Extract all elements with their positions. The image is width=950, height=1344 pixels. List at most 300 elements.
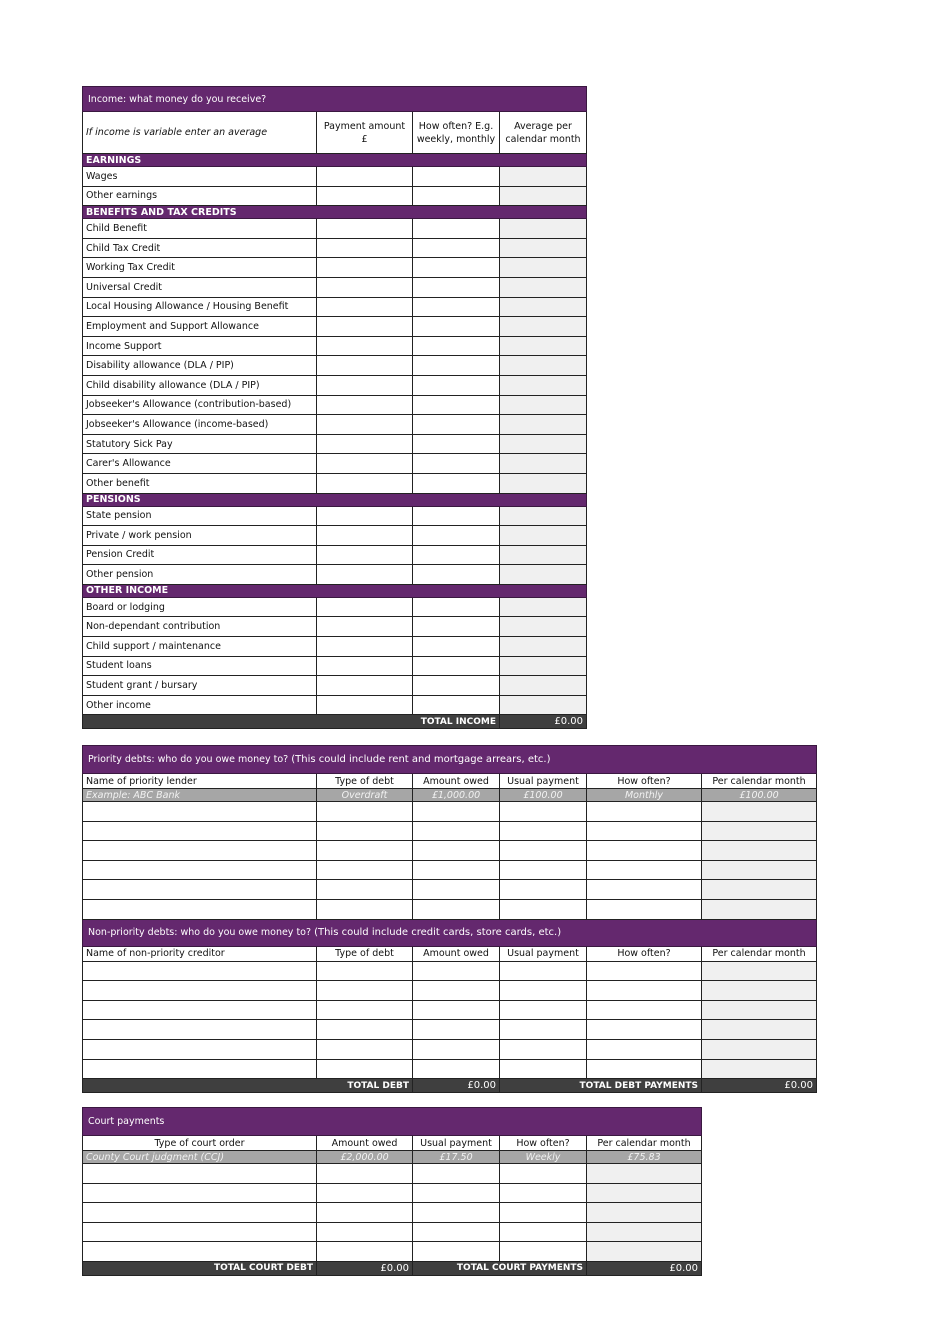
entry-cell[interactable] (500, 860, 587, 880)
entry-cell[interactable] (83, 1020, 317, 1040)
entry-cell[interactable] (587, 880, 702, 900)
average-month-cell (500, 695, 587, 715)
entry-cell[interactable] (500, 1183, 587, 1203)
entry-cell[interactable] (83, 821, 317, 841)
payment-amount-cell[interactable] (317, 506, 413, 526)
nonpriority-debt-row (83, 981, 817, 1001)
income-title: Income: what money do you receive? (83, 87, 587, 112)
income-row (83, 676, 587, 696)
payment-amount-cell[interactable] (317, 167, 413, 187)
entry-cell[interactable] (587, 899, 702, 919)
example-cell: Weekly (500, 1151, 587, 1164)
payment-amount-cell[interactable] (317, 454, 413, 474)
entry-cell[interactable] (83, 1000, 317, 1020)
payment-amount-cell[interactable] (317, 277, 413, 297)
income-row-label: Board or lodging (83, 597, 317, 617)
average-month-cell (500, 375, 587, 395)
average-month-cell (500, 565, 587, 585)
entry-cell[interactable] (413, 860, 500, 880)
column-header: Usual payment (500, 774, 587, 789)
priority-example-row (83, 789, 817, 802)
income-row-label: Jobseeker's Allowance (contribution-based) (83, 395, 317, 415)
payment-amount-cell[interactable] (317, 473, 413, 493)
income-section-header: OTHER INCOME (83, 584, 587, 597)
income-row (83, 415, 587, 435)
entry-cell[interactable] (317, 880, 413, 900)
nonpriority-debt-row (83, 1000, 817, 1020)
entry-cell[interactable] (413, 1020, 500, 1040)
total-court-debt-label: TOTAL COURT DEBT (83, 1261, 317, 1275)
income-row (83, 597, 587, 617)
per-month-cell (702, 1039, 817, 1059)
entry-cell[interactable] (317, 1242, 413, 1262)
payment-amount-cell[interactable] (317, 656, 413, 676)
payment-amount-cell[interactable] (317, 637, 413, 657)
income-row-label: Statutory Sick Pay (83, 434, 317, 454)
entry-cell[interactable] (317, 1203, 413, 1223)
entry-cell[interactable] (83, 1164, 317, 1184)
income-row-label: Child Benefit (83, 219, 317, 239)
per-month-cell (587, 1203, 702, 1223)
income-section-header: PENSIONS (83, 493, 587, 506)
income-row (83, 238, 587, 258)
example-cell: £1,000.00 (413, 789, 500, 802)
entry-cell[interactable] (500, 1203, 587, 1223)
entry-cell[interactable] (413, 821, 500, 841)
how-often-cell[interactable] (413, 617, 500, 637)
how-often-cell[interactable] (413, 356, 500, 376)
average-month-cell (500, 219, 587, 239)
per-month-cell (702, 841, 817, 861)
column-header: Type of debt (317, 946, 413, 961)
entry-cell[interactable] (83, 981, 317, 1001)
income-row (83, 277, 587, 297)
entry-cell[interactable] (500, 1222, 587, 1242)
income-row (83, 565, 587, 585)
how-often-cell[interactable] (413, 395, 500, 415)
total-court-payments-value: £0.00 (587, 1261, 702, 1275)
entry-cell[interactable] (587, 821, 702, 841)
total-court-payments-label: TOTAL COURT PAYMENTS (413, 1261, 587, 1275)
nonpriority-debt-row (83, 961, 817, 981)
entry-cell[interactable] (500, 1039, 587, 1059)
how-often-cell[interactable] (413, 656, 500, 676)
entry-cell[interactable] (83, 1242, 317, 1262)
entry-cell[interactable] (587, 1000, 702, 1020)
how-often-cell[interactable] (413, 565, 500, 585)
nonpriority-debt-row (83, 1039, 817, 1059)
column-header: Amount owed (413, 774, 500, 789)
total-debt-payments-label: TOTAL DEBT PAYMENTS (500, 1079, 702, 1093)
court-payment-row (83, 1242, 702, 1262)
priority-debts-subtitle: (This could include rent and mortgage arrears, etc.) (291, 754, 551, 765)
total-income-label: TOTAL INCOME (83, 715, 500, 729)
entry-cell[interactable] (500, 1164, 587, 1184)
entry-cell[interactable] (83, 802, 317, 822)
entry-cell[interactable] (83, 1059, 317, 1079)
income-row-label: Non-dependant contribution (83, 617, 317, 637)
priority-debt-row (83, 860, 817, 880)
total-debt-label: TOTAL DEBT (83, 1079, 413, 1093)
entry-cell[interactable] (83, 880, 317, 900)
priority-debt-row (83, 841, 817, 861)
entry-cell[interactable] (317, 1222, 413, 1242)
entry-cell[interactable] (500, 841, 587, 861)
payment-amount-cell[interactable] (317, 695, 413, 715)
average-month-cell (500, 336, 587, 356)
average-month-cell (500, 637, 587, 657)
court-payment-row (83, 1203, 702, 1223)
entry-cell[interactable] (317, 1164, 413, 1184)
income-row (83, 297, 587, 317)
entry-cell[interactable] (413, 981, 500, 1001)
entry-cell[interactable] (587, 981, 702, 1001)
income-row-label: Student grant / bursary (83, 676, 317, 696)
how-often-cell[interactable] (413, 258, 500, 278)
entry-cell[interactable] (413, 802, 500, 822)
average-month-cell (500, 258, 587, 278)
entry-cell[interactable] (413, 1059, 500, 1079)
entry-cell[interactable] (413, 1183, 500, 1203)
nonpriority-debt-row (83, 1059, 817, 1079)
entry-cell[interactable] (500, 961, 587, 981)
entry-cell[interactable] (317, 802, 413, 822)
per-month-cell (702, 1059, 817, 1079)
how-often-cell[interactable] (413, 637, 500, 657)
priority-debts-title: Priority debts: who do you owe money to? (This could include rent and mortgage arrears, etc.) (83, 746, 817, 774)
income-row (83, 637, 587, 657)
entry-cell[interactable] (317, 899, 413, 919)
income-row (83, 545, 587, 565)
payment-amount-cell[interactable] (317, 258, 413, 278)
income-row (83, 454, 587, 474)
payment-amount-cell[interactable] (317, 617, 413, 637)
payment-amount-cell[interactable] (317, 526, 413, 546)
column-header: Amount owed (413, 946, 500, 961)
income-row-label: Carer's Allowance (83, 454, 317, 474)
entry-cell[interactable] (413, 1222, 500, 1242)
how-often-cell[interactable] (413, 317, 500, 337)
income-row-label: Working Tax Credit (83, 258, 317, 278)
entry-cell[interactable] (317, 821, 413, 841)
payment-amount-cell[interactable] (317, 676, 413, 696)
entry-cell[interactable] (413, 1242, 500, 1262)
entry-cell[interactable] (317, 1039, 413, 1059)
entry-cell[interactable] (500, 802, 587, 822)
income-row-label: Child Tax Credit (83, 238, 317, 258)
per-month-cell (702, 802, 817, 822)
entry-cell[interactable] (587, 1039, 702, 1059)
column-header: How often? (587, 774, 702, 789)
income-row (83, 473, 587, 493)
income-row-label: Disability allowance (DLA / PIP) (83, 356, 317, 376)
total-debt-payments-value: £0.00 (702, 1079, 817, 1093)
priority-debt-row (83, 802, 817, 822)
average-month-cell (500, 297, 587, 317)
court-payment-row (83, 1222, 702, 1242)
entry-cell[interactable] (413, 1164, 500, 1184)
entry-cell[interactable] (83, 1203, 317, 1223)
income-row-label: Child support / maintenance (83, 637, 317, 657)
average-month-cell (500, 597, 587, 617)
priority-debt-row (83, 821, 817, 841)
entry-cell[interactable] (413, 880, 500, 900)
entry-cell[interactable] (500, 1020, 587, 1040)
total-court-debt-value: £0.00 (317, 1261, 413, 1275)
column-header: Per calendar month (587, 1136, 702, 1151)
entry-cell[interactable] (317, 1059, 413, 1079)
income-row-label: Jobseeker's Allowance (income-based) (83, 415, 317, 435)
payment-amount-cell[interactable] (317, 375, 413, 395)
entry-cell[interactable] (317, 961, 413, 981)
income-row (83, 506, 587, 526)
priority-debt-row (83, 899, 817, 919)
income-table (82, 86, 587, 729)
payment-amount-cell[interactable] (317, 356, 413, 376)
column-header: Usual payment (413, 1136, 500, 1151)
income-section-header: EARNINGS (83, 154, 587, 167)
payment-amount-cell[interactable] (317, 186, 413, 206)
column-header: Name of non-priority creditor (83, 946, 317, 961)
column-header: How often? (587, 946, 702, 961)
income-note: If income is variable enter an average (83, 112, 317, 154)
entry-cell[interactable] (413, 841, 500, 861)
column-header: Name of priority lender (83, 774, 317, 789)
entry-cell[interactable] (587, 1020, 702, 1040)
income-row (83, 317, 587, 337)
income-row (83, 219, 587, 239)
example-cell: Example: ABC Bank (83, 789, 317, 802)
entry-cell[interactable] (317, 981, 413, 1001)
entry-cell[interactable] (587, 841, 702, 861)
entry-cell[interactable] (413, 899, 500, 919)
entry-cell[interactable] (500, 821, 587, 841)
example-cell: £2,000.00 (317, 1151, 413, 1164)
court-payment-row (83, 1164, 702, 1184)
example-cell: £100.00 (500, 789, 587, 802)
income-row (83, 336, 587, 356)
court-table (82, 1107, 702, 1276)
entry-cell[interactable] (83, 1039, 317, 1059)
income-section-header: BENEFITS AND TAX CREDITS (83, 206, 587, 219)
income-row (83, 375, 587, 395)
col-average-month: Average per calendar month (500, 112, 587, 154)
how-often-cell[interactable] (413, 297, 500, 317)
total-debt-value: £0.00 (413, 1079, 500, 1093)
entry-cell[interactable] (83, 961, 317, 981)
income-row (83, 356, 587, 376)
per-month-cell (587, 1164, 702, 1184)
entry-cell[interactable] (317, 841, 413, 861)
payment-amount-cell[interactable] (317, 597, 413, 617)
entry-cell[interactable] (413, 1203, 500, 1223)
how-often-cell[interactable] (413, 219, 500, 239)
income-row-label: Other income (83, 695, 317, 715)
example-cell: Overdraft (317, 789, 413, 802)
entry-cell[interactable] (83, 841, 317, 861)
nonpriority-debt-row (83, 1020, 817, 1040)
how-often-cell[interactable] (413, 597, 500, 617)
per-month-cell (587, 1242, 702, 1262)
average-month-cell (500, 506, 587, 526)
income-row (83, 395, 587, 415)
income-row (83, 186, 587, 206)
how-often-cell[interactable] (413, 415, 500, 435)
priority-debt-row (83, 880, 817, 900)
entry-cell[interactable] (587, 961, 702, 981)
entry-cell[interactable] (587, 802, 702, 822)
income-row-label: Child disability allowance (DLA / PIP) (83, 375, 317, 395)
per-month-cell (702, 1020, 817, 1040)
column-header: Per calendar month (702, 774, 817, 789)
entry-cell[interactable] (317, 860, 413, 880)
average-month-cell (500, 167, 587, 187)
example-cell: County Court judgment (CCJ) (83, 1151, 317, 1164)
entry-cell[interactable] (413, 1000, 500, 1020)
entry-cell[interactable] (83, 1222, 317, 1242)
entry-cell[interactable] (413, 1039, 500, 1059)
income-row-label: Income Support (83, 336, 317, 356)
income-row (83, 656, 587, 676)
how-often-cell[interactable] (413, 238, 500, 258)
average-month-cell (500, 676, 587, 696)
how-often-cell[interactable] (413, 434, 500, 454)
entry-cell[interactable] (500, 981, 587, 1001)
court-example-row (83, 1151, 702, 1164)
entry-cell[interactable] (500, 1000, 587, 1020)
average-month-cell (500, 454, 587, 474)
per-month-cell (702, 1000, 817, 1020)
average-month-cell (500, 473, 587, 493)
income-row-label: Other earnings (83, 186, 317, 206)
payment-amount-cell[interactable] (317, 317, 413, 337)
average-month-cell (500, 238, 587, 258)
entry-cell[interactable] (500, 1242, 587, 1262)
entry-cell[interactable] (317, 1020, 413, 1040)
average-month-cell (500, 186, 587, 206)
income-row-label: Student loans (83, 656, 317, 676)
per-month-cell (702, 860, 817, 880)
income-row-label: State pension (83, 506, 317, 526)
income-row (83, 167, 587, 187)
entry-cell[interactable] (83, 899, 317, 919)
column-header: Type of debt (317, 774, 413, 789)
col-payment-amount: Payment amount £ (317, 112, 413, 154)
example-cell: Monthly (587, 789, 702, 802)
income-row-label: Other pension (83, 565, 317, 585)
example-cell: £17.50 (413, 1151, 500, 1164)
income-row-label: Universal Credit (83, 277, 317, 297)
how-often-cell[interactable] (413, 506, 500, 526)
how-often-cell[interactable] (413, 526, 500, 546)
col-how-often: How often? E.g. weekly, monthly (413, 112, 500, 154)
per-month-cell (702, 821, 817, 841)
column-header: Amount owed (317, 1136, 413, 1151)
payment-amount-cell[interactable] (317, 395, 413, 415)
entry-cell[interactable] (587, 1059, 702, 1079)
how-often-cell[interactable] (413, 454, 500, 474)
per-month-cell (702, 899, 817, 919)
average-month-cell (500, 434, 587, 454)
total-income-value: £0.00 (500, 715, 587, 729)
average-month-cell (500, 277, 587, 297)
column-header: How often? (500, 1136, 587, 1151)
average-month-cell (500, 395, 587, 415)
debts-table (82, 745, 817, 1093)
entry-cell[interactable] (500, 899, 587, 919)
how-often-cell[interactable] (413, 473, 500, 493)
average-month-cell (500, 415, 587, 435)
income-row-label: Employment and Support Allowance (83, 317, 317, 337)
per-month-cell (702, 961, 817, 981)
column-header: Type of court order (83, 1136, 317, 1151)
per-month-cell (702, 981, 817, 1001)
per-month-cell (587, 1222, 702, 1242)
payment-amount-cell[interactable] (317, 565, 413, 585)
column-header: Per calendar month (702, 946, 817, 961)
entry-cell[interactable] (83, 1183, 317, 1203)
average-month-cell (500, 526, 587, 546)
court-payments-title: Court payments (83, 1108, 702, 1136)
how-often-cell[interactable] (413, 167, 500, 187)
entry-cell[interactable] (317, 1183, 413, 1203)
column-header: Usual payment (500, 946, 587, 961)
entry-cell[interactable] (500, 1059, 587, 1079)
per-month-cell (702, 880, 817, 900)
income-row-label: Wages (83, 167, 317, 187)
income-row (83, 258, 587, 278)
example-cell: £75.83 (587, 1151, 702, 1164)
how-often-cell[interactable] (413, 695, 500, 715)
payment-amount-cell[interactable] (317, 336, 413, 356)
income-row-label: Other benefit (83, 473, 317, 493)
entry-cell[interactable] (413, 961, 500, 981)
how-often-cell[interactable] (413, 545, 500, 565)
average-month-cell (500, 545, 587, 565)
payment-amount-cell[interactable] (317, 545, 413, 565)
payment-amount-cell[interactable] (317, 238, 413, 258)
entry-cell[interactable] (83, 860, 317, 880)
nonpriority-debts-title: Non-priority debts: who do you owe money to? (This could include credit cards, store cards, etc.) (83, 919, 817, 946)
entry-cell[interactable] (500, 880, 587, 900)
entry-cell[interactable] (587, 860, 702, 880)
income-row (83, 617, 587, 637)
per-month-cell (587, 1183, 702, 1203)
how-often-cell[interactable] (413, 676, 500, 696)
payment-amount-cell[interactable] (317, 219, 413, 239)
average-month-cell (500, 317, 587, 337)
how-often-cell[interactable] (413, 277, 500, 297)
payment-amount-cell[interactable] (317, 434, 413, 454)
example-cell: £100.00 (702, 789, 817, 802)
income-row (83, 434, 587, 454)
how-often-cell[interactable] (413, 336, 500, 356)
how-often-cell[interactable] (413, 375, 500, 395)
payment-amount-cell[interactable] (317, 297, 413, 317)
entry-cell[interactable] (317, 1000, 413, 1020)
nonpriority-debts-subtitle: (This could include credit cards, store cards, etc.) (314, 927, 562, 939)
how-often-cell[interactable] (413, 186, 500, 206)
average-month-cell (500, 356, 587, 376)
average-month-cell (500, 656, 587, 676)
average-month-cell (500, 617, 587, 637)
income-row-label: Local Housing Allowance / Housing Benefit (83, 297, 317, 317)
court-payment-row (83, 1183, 702, 1203)
payment-amount-cell[interactable] (317, 415, 413, 435)
income-row (83, 526, 587, 546)
income-row-label: Pension Credit (83, 545, 317, 565)
income-row-label: Private / work pension (83, 526, 317, 546)
